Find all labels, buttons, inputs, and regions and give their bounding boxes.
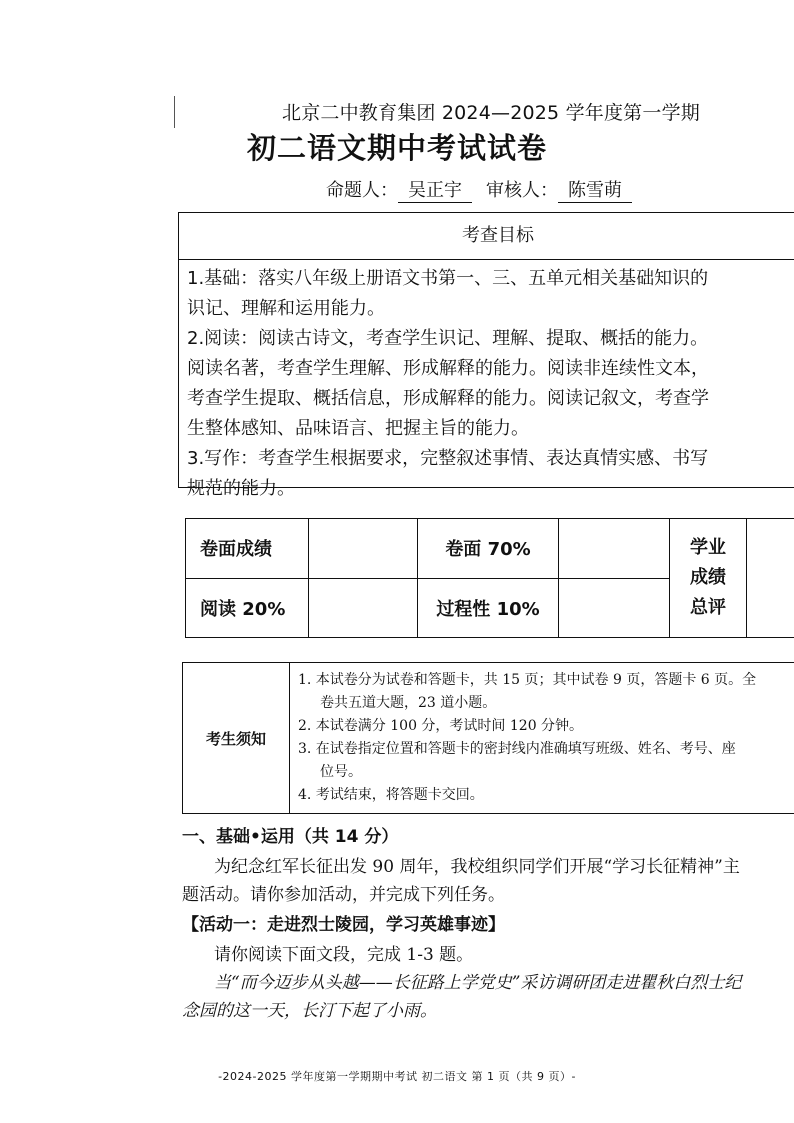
score-cell-paper[interactable] bbox=[309, 519, 418, 579]
goals-heading: 考查目标 bbox=[179, 213, 794, 260]
goals-line: 规范的能力。 bbox=[187, 478, 295, 499]
notice-list bbox=[290, 663, 794, 814]
score-cell-process[interactable] bbox=[559, 578, 670, 638]
total-label-line: 总评 bbox=[690, 597, 726, 618]
margin-rule bbox=[174, 96, 175, 128]
author-line bbox=[326, 176, 766, 203]
goals-line: 3.写作：考查学生根据要求，完整叙述事情、表达真情实感、书写 bbox=[187, 448, 709, 469]
notice-item: 位号。 bbox=[320, 764, 362, 780]
goals-line: 2.阅读：阅读古诗文，考查学生识记、理解、提取、概括的能力。 bbox=[187, 328, 709, 349]
total-cell[interactable] bbox=[747, 519, 794, 638]
score-cell-paper-70[interactable] bbox=[559, 519, 670, 579]
intro-paragraph: 为纪念红军长征出发 90 周年，我校组织同学们开展“学习长征精神”主 bbox=[214, 857, 740, 877]
score-cell-reading[interactable] bbox=[309, 578, 418, 638]
goals-body bbox=[179, 260, 794, 504]
goals-line: 阅读名著，考查学生理解、形成解释的能力。阅读非连续性文本， bbox=[187, 358, 709, 379]
goals-line: 考查学生提取、概括信息，形成解释的能力。阅读记叙文，考查学 bbox=[187, 388, 709, 409]
score-table bbox=[185, 518, 794, 638]
score-label-paper-70: 卷面 70% bbox=[418, 519, 559, 579]
notice-item: 卷共五道大题，23 道小题。 bbox=[320, 695, 497, 711]
section-title: 一、基础•运用（共 14 分） bbox=[182, 827, 399, 847]
total-label-line: 学业 bbox=[690, 537, 726, 558]
instruction-text: 请你阅读下面文段，完成 1-3 题。 bbox=[214, 945, 474, 965]
total-label-line: 成绩 bbox=[690, 567, 726, 588]
total-label bbox=[670, 519, 747, 638]
page-title: 初二语文期中考试试卷 bbox=[246, 131, 547, 165]
notice-label: 考生须知 bbox=[183, 663, 290, 814]
notice-item: 2. 本试卷满分 100 分，考试时间 120 分钟。 bbox=[298, 718, 584, 734]
goals-line: 生整体感知、品味语言、把握主旨的能力。 bbox=[187, 418, 529, 439]
page-footer: -2024-2025 学年度第一学期期中考试 初二语文 第 1 页（共 9 页）- bbox=[218, 1070, 576, 1083]
school-header: 北京二中教育集团 2024—2025 学年度第一学期 bbox=[282, 102, 700, 124]
reviewer-label: 审核人： bbox=[486, 180, 558, 201]
reviewer-name: 陈雪萌 bbox=[558, 176, 632, 203]
goals-box bbox=[178, 212, 794, 499]
passage-text: 当“而今迈步从头越——长征路上学党史”采访调研团走进瞿秋白烈士纪 bbox=[214, 973, 742, 993]
score-label-paper: 卷面成绩 bbox=[186, 519, 309, 579]
notice-item: 3. 在试卷指定位置和答题卡的密封线内准确填写班级、姓名、考号、座 bbox=[298, 741, 736, 757]
activity-heading: 【活动一：走进烈士陵园，学习英雄事迹】 bbox=[182, 915, 505, 935]
author-label: 命题人： bbox=[326, 180, 398, 201]
notice-item: 4. 考试结束，将答题卡交回。 bbox=[298, 787, 484, 803]
notice-item: 1. 本试卷分为试卷和答题卡，共 15 页；其中试卷 9 页，答题卡 6 页。全 bbox=[298, 672, 757, 688]
goals-line: 识记、理解和运用能力。 bbox=[187, 298, 385, 319]
intro-paragraph: 题活动。请你参加活动，并完成下列任务。 bbox=[182, 885, 505, 905]
author-name: 吴正宇 bbox=[398, 176, 472, 203]
score-label-process: 过程性 10% bbox=[418, 578, 559, 638]
passage-text: 念园的这一天，长汀下起了小雨。 bbox=[182, 1001, 437, 1021]
score-label-reading: 阅读 20% bbox=[186, 578, 309, 638]
goals-line: 1.基础：落实八年级上册语文书第一、三、五单元相关基础知识的 bbox=[187, 268, 709, 289]
notice-table bbox=[182, 662, 794, 814]
